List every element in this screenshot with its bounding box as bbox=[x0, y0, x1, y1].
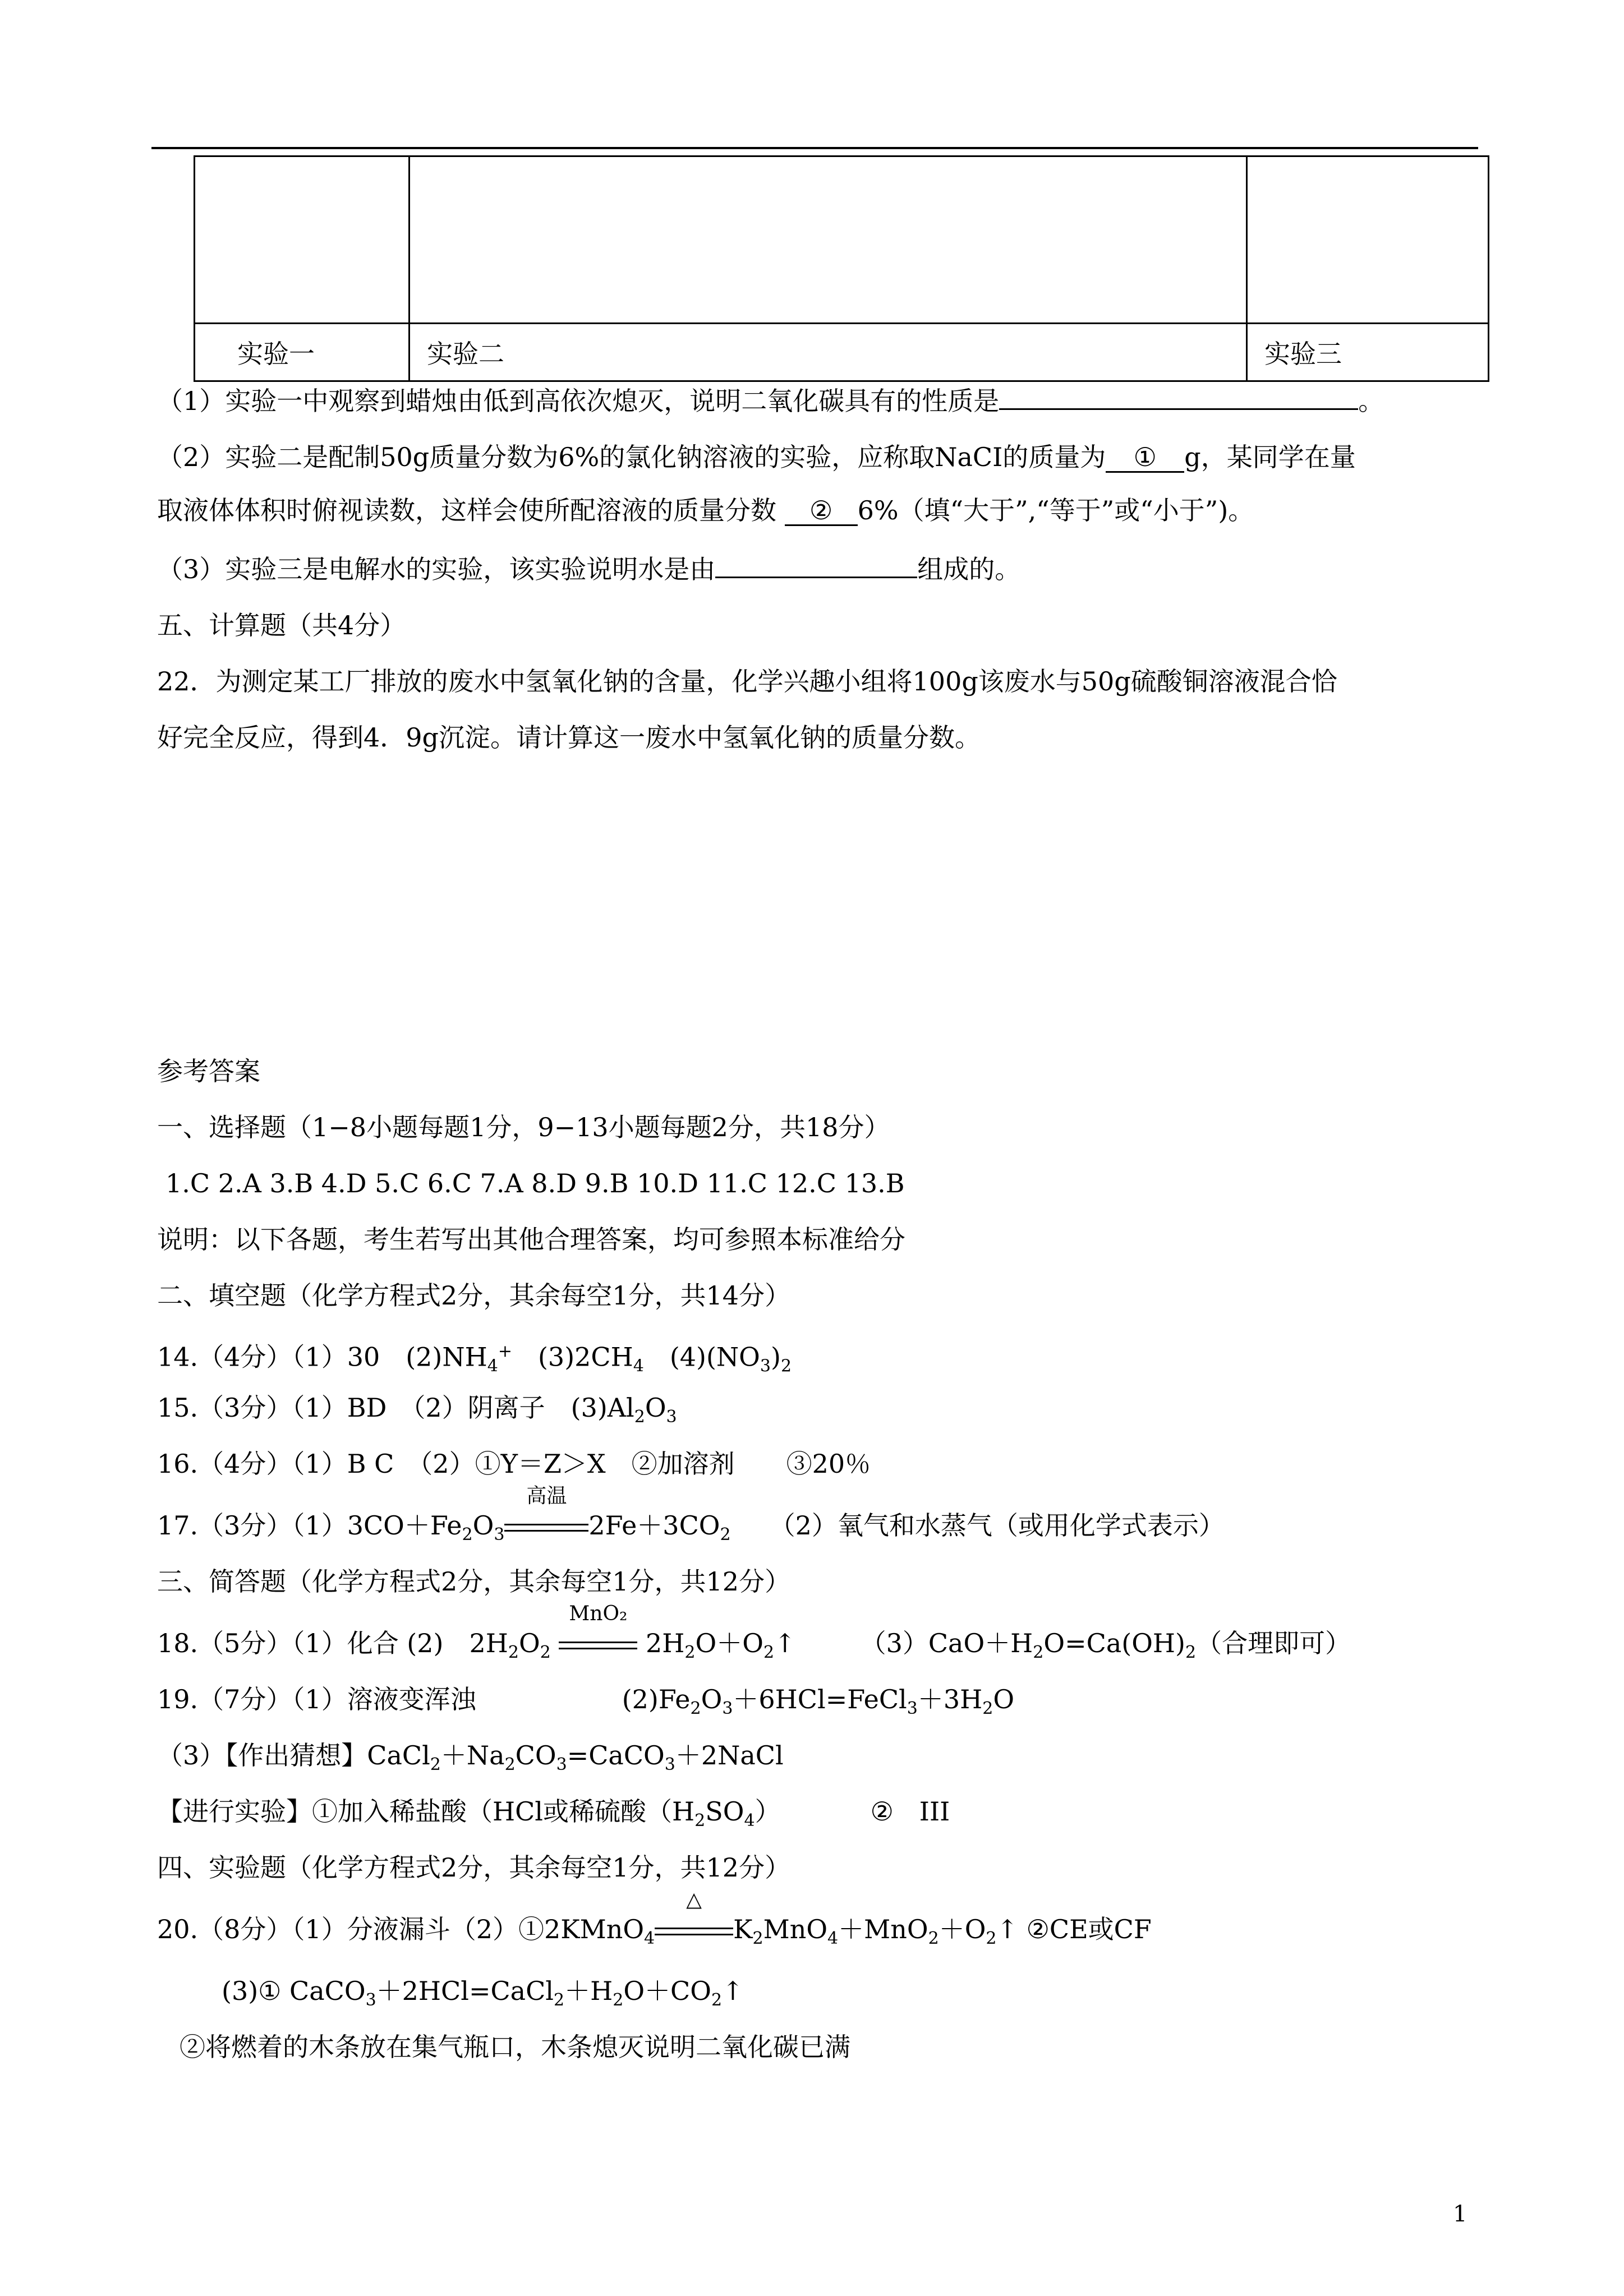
answer-16: 16.（4分）（1）B C （2）①Y＝Z＞X ②加溶剂 ③20％ bbox=[157, 1449, 871, 1479]
experiment-table bbox=[194, 155, 1489, 382]
heating-symbol: △ bbox=[686, 1888, 702, 1911]
answer-blank-1: ① bbox=[1106, 443, 1184, 473]
exp1-label: 实验一 bbox=[195, 324, 410, 381]
answer-19: 19.（7分）（1）溶液变浑浊 $(2)Fe_2O_3+6HCl=FeCl_3+3H_2O$ bbox=[157, 1684, 1015, 1719]
answer-blank-2: ② bbox=[785, 496, 858, 526]
answers-title: 参考答案 bbox=[157, 1056, 260, 1086]
answer-15: 15.（3分）（1）BD （2）阴离子 $(3)Al_2O_3$ bbox=[157, 1393, 677, 1427]
q21-part3: （3）实验三是电解水的实验，该实验说明水是由 组成的。 bbox=[157, 554, 1021, 584]
answer-20: 20.（8分）（1）分液漏斗（2）①2KMnO$_4$ △ $K_2MnO_4+MnO_2+O_2↑$ ②CE或CF bbox=[157, 1888, 1152, 1949]
exp2-image-cell bbox=[410, 156, 1247, 324]
answer-19-part3: （3）【作出猜想】$CaCl_2+Na_2CO_3=CaCO_3+2NaCl$ bbox=[157, 1740, 784, 1775]
catalyst-label: MnO₂ bbox=[569, 1602, 628, 1625]
section-4-heading: 四、实验题（化学方程式2分，其余每空1分，共12分） bbox=[157, 1852, 791, 1883]
exp3-label: 实验三 bbox=[1247, 324, 1489, 381]
choice-answers: 1.C 2.A 3.B 4.D 5.C 6.C 7.A 8.D 9.B 10.D 11.C 12.C 13.B bbox=[165, 1168, 905, 1198]
answer-17: 17.（3分）$(1)3CO+Fe_2O_3$ 高温 $2Fe+3CO_2$ （2）氧气和水蒸气（或用化学式表示） bbox=[157, 1484, 1225, 1545]
section-1-heading: 一、选择题（1−8小题每题1分，9−13小题每题2分，共18分） bbox=[157, 1112, 890, 1142]
answer-20-part4: ②将燃着的木条放在集气瓶口，木条熄灭说明二氧化碳已满 bbox=[180, 2032, 850, 2062]
answer-blank bbox=[715, 577, 917, 578]
exp3-image-cell bbox=[1247, 156, 1489, 324]
reaction-condition: 高温 bbox=[526, 1484, 567, 1507]
answer-20-part3: (3)① $CaCO_3+2HCl=CaCl_2+H_2O+CO_2↑$ bbox=[222, 1976, 744, 2011]
scoring-note: 说明：以下各题，考生若写出其他合理答案，均可参照本标准给分 bbox=[157, 1224, 905, 1255]
q21-part2-cont: 取液体体积时俯视读数，这样会使所配溶液的质量分数 ② 6%（填“大于”,“等于”或“小于”)。 bbox=[157, 495, 1254, 525]
answer-18: 18.（5分）（1）化合 (2) $2H_2O_2$ MnO₂ $2H_2O+O_2↑$ $(3)CaO+H_2O=Ca(OH)_2$（合理即可） bbox=[157, 1602, 1351, 1663]
answer-19-experiment: 【进行实验】①加入稀盐酸（HCl或稀硫酸$(H_2SO_4)$ ② III bbox=[157, 1796, 950, 1831]
page-number: 1 bbox=[1453, 2201, 1467, 2227]
exp1-image-cell bbox=[195, 156, 410, 324]
section-2-heading: 二、填空题（化学方程式2分，其余每空1分，共14分） bbox=[157, 1280, 791, 1311]
q22-line1: 22．为测定某工厂排放的废水中氢氧化钠的含量，化学兴趣小组将100g该废水与50g硫酸铜溶液混合恰 bbox=[157, 666, 1337, 697]
q21-part2: （2）实验二是配制50g质量分数为6%的氯化钠溶液的实验，应称取NaCI的质量为 ① g，某同学在量 bbox=[157, 442, 1356, 472]
exp2-label: 实验二 bbox=[410, 324, 1247, 381]
answer-blank bbox=[999, 408, 1358, 410]
section-5-heading: 五、计算题（共4分） bbox=[157, 610, 406, 640]
section-3-heading: 三、简答题（化学方程式2分，其余每空1分，共12分） bbox=[157, 1566, 791, 1597]
q22-line2: 好完全反应，得到4．9g沉淀。请计算这一废水中氢氧化钠的质量分数。 bbox=[157, 722, 981, 753]
header-rule bbox=[151, 147, 1478, 149]
answer-14: 14.（4分）（1）30 $(2)NH_4^+$ $(3)2CH_4$ $(4)(NO_3)_2$ bbox=[157, 1341, 792, 1376]
q21-part1: （1）实验一中观察到蜡烛由低到高依次熄灭，说明二氧化碳具有的性质是 。 bbox=[157, 386, 1384, 416]
